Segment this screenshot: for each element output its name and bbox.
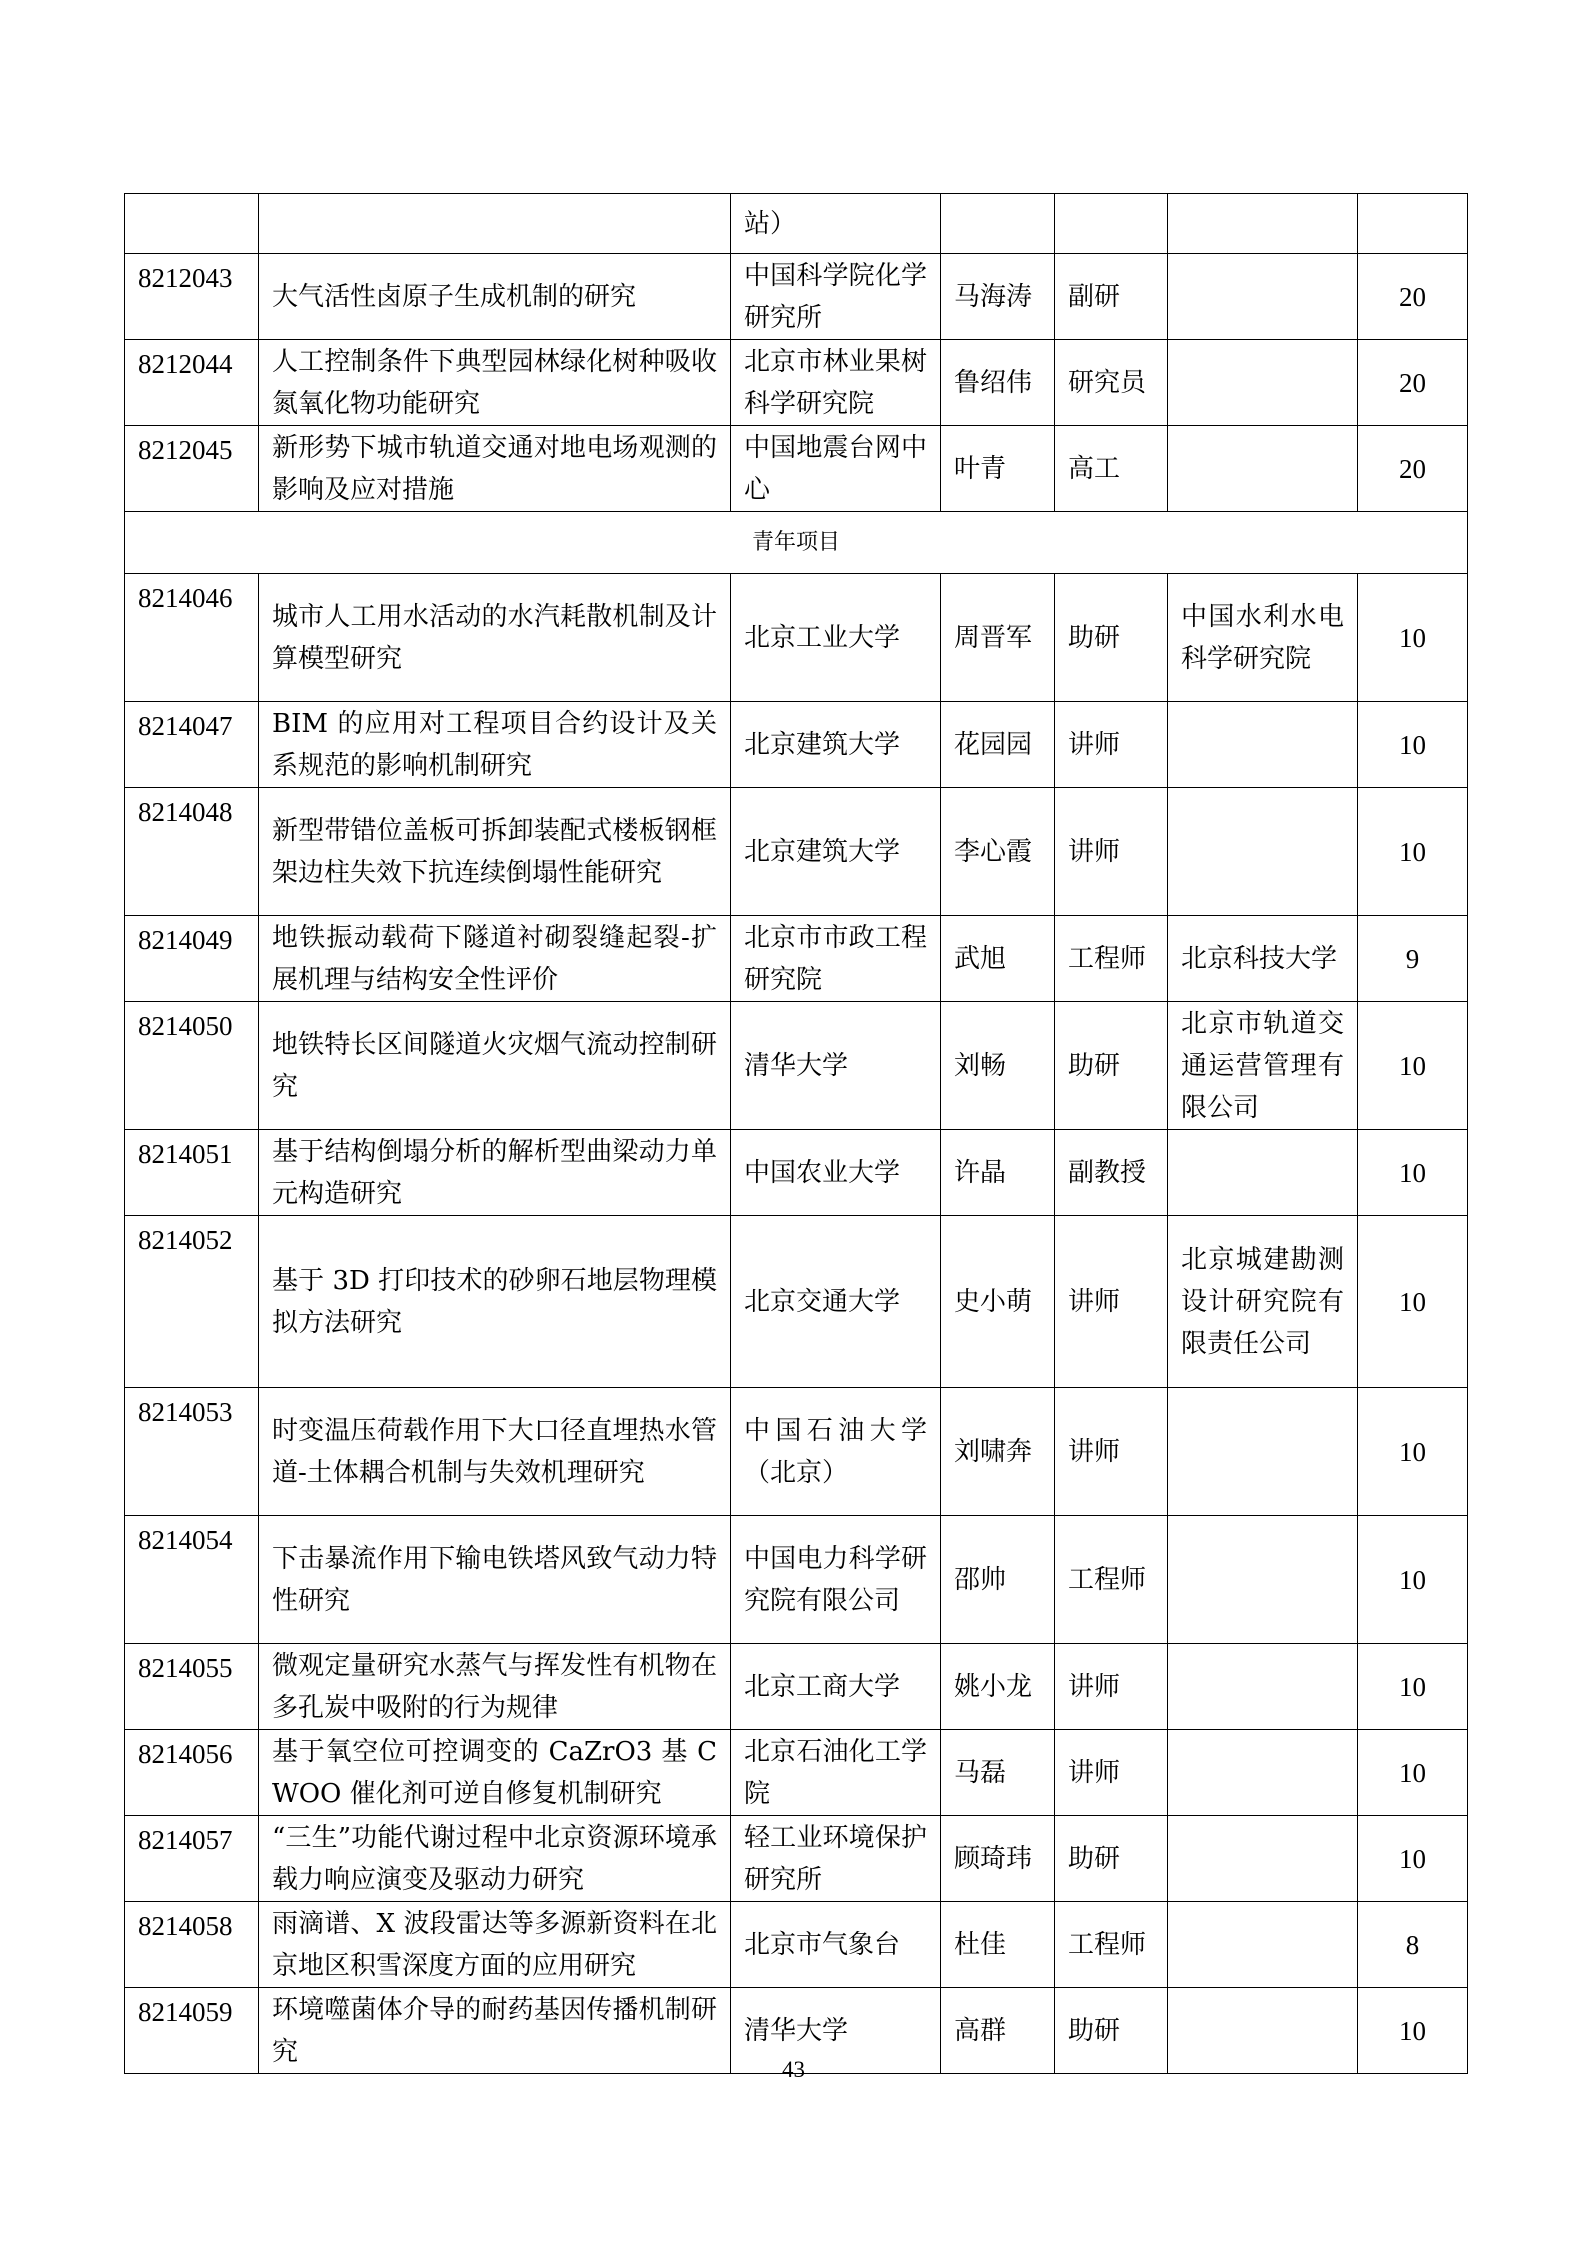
funding-amount: 10 xyxy=(1358,1644,1468,1730)
partner-institution xyxy=(1168,1130,1358,1216)
partner-institution xyxy=(1168,426,1358,512)
project-code: 8212043 xyxy=(125,254,259,340)
funding-amount: 9 xyxy=(1358,916,1468,1002)
leader-position: 讲师 xyxy=(1055,702,1168,788)
project-leader: 顾琦玮 xyxy=(941,1816,1055,1902)
leader-position: 讲师 xyxy=(1055,1644,1168,1730)
table-row xyxy=(125,254,1468,340)
partner-institution xyxy=(1168,1644,1358,1730)
project-code: 8214051 xyxy=(125,1130,259,1216)
project-code: 8214059 xyxy=(125,1988,259,2074)
leader-position: 讲师 xyxy=(1055,788,1168,916)
project-title: 基于结构倒塌分析的解析型曲梁动力单元构造研究 xyxy=(259,1130,731,1216)
funding-amount: 10 xyxy=(1358,1816,1468,1902)
leader-position: 研究员 xyxy=(1055,340,1168,426)
project-code: 8214058 xyxy=(125,1902,259,1988)
funding-amount: 10 xyxy=(1358,1002,1468,1130)
project-code: 8212045 xyxy=(125,426,259,512)
partner-institution xyxy=(1168,1816,1358,1902)
project-title: 时变温压荷载作用下大口径直埋热水管道-土体耦合机制与失效机理研究 xyxy=(259,1388,731,1516)
table-row xyxy=(125,788,1468,916)
project-title: 新形势下城市轨道交通对地电场观测的影响及应对措施 xyxy=(259,426,731,512)
project-leader: 杜佳 xyxy=(941,1902,1055,1988)
funding-amount: 10 xyxy=(1358,788,1468,916)
table-row xyxy=(125,1216,1468,1388)
partner-institution: 北京城建勘测设计研究院有限责任公司 xyxy=(1168,1216,1358,1388)
project-title: “三生”功能代谢过程中北京资源环境承载力响应演变及驱动力研究 xyxy=(259,1816,731,1902)
project-code: 8214055 xyxy=(125,1644,259,1730)
host-institution: 北京建筑大学 xyxy=(731,702,941,788)
project-leader: 鲁绍伟 xyxy=(941,340,1055,426)
table-row xyxy=(125,574,1468,702)
project-title: 新型带错位盖板可拆卸装配式楼板钢框架边柱失效下抗连续倒塌性能研究 xyxy=(259,788,731,916)
project-title: 人工控制条件下典型园林绿化树种吸收氮氧化物功能研究 xyxy=(259,340,731,426)
project-code: 8214057 xyxy=(125,1816,259,1902)
project-leader: 马海涛 xyxy=(941,254,1055,340)
section-row xyxy=(125,512,1468,574)
project-leader: 许晶 xyxy=(941,1130,1055,1216)
project-leader: 史小萌 xyxy=(941,1216,1055,1388)
table-row xyxy=(125,1816,1468,1902)
funding-amount: 10 xyxy=(1358,1216,1468,1388)
leader-position: 工程师 xyxy=(1055,916,1168,1002)
leader-position: 工程师 xyxy=(1055,1902,1168,1988)
project-code: 8214048 xyxy=(125,788,259,916)
leader-position: 讲师 xyxy=(1055,1216,1168,1388)
table-row xyxy=(125,426,1468,512)
partner-institution xyxy=(1168,1902,1358,1988)
project-title: 基于氧空位可控调变的 CaZrO3 基 CWOO 催化剂可逆自修复机制研究 xyxy=(259,1730,731,1816)
project-title: 微观定量研究水蒸气与挥发性有机物在多孔炭中吸附的行为规律 xyxy=(259,1644,731,1730)
funding-amount: 10 xyxy=(1358,1516,1468,1644)
partner-institution xyxy=(1168,1388,1358,1516)
host-institution: 中国地震台网中心 xyxy=(731,426,941,512)
host-institution: 清华大学 xyxy=(731,1002,941,1130)
leader-position: 助研 xyxy=(1055,1988,1168,2074)
project-leader: 刘啸奔 xyxy=(941,1388,1055,1516)
leader-position: 工程师 xyxy=(1055,1516,1168,1644)
project-leader: 刘畅 xyxy=(941,1002,1055,1130)
funding-amount: 10 xyxy=(1358,1730,1468,1816)
project-leader: 周晋军 xyxy=(941,574,1055,702)
host-institution: 北京市市政工程研究院 xyxy=(731,916,941,1002)
project-leader: 邵帅 xyxy=(941,1516,1055,1644)
funding-amount: 10 xyxy=(1358,1988,1468,2074)
partner-institution xyxy=(1168,254,1358,340)
leader-position: 讲师 xyxy=(1055,1730,1168,1816)
host-institution: 中国科学院化学研究所 xyxy=(731,254,941,340)
host-institution: 北京工业大学 xyxy=(731,574,941,702)
project-code: 8214052 xyxy=(125,1216,259,1388)
leader-position: 助研 xyxy=(1055,574,1168,702)
host-institution: 站） xyxy=(731,194,941,254)
table-row xyxy=(125,1516,1468,1644)
project-code: 8214046 xyxy=(125,574,259,702)
partner-institution: 北京市轨道交通运营管理有限公司 xyxy=(1168,1002,1358,1130)
project-code: 8214054 xyxy=(125,1516,259,1644)
funding-amount: 20 xyxy=(1358,340,1468,426)
leader-position: 副研 xyxy=(1055,254,1168,340)
host-institution: 轻工业环境保护研究所 xyxy=(731,1816,941,1902)
leader-position: 助研 xyxy=(1055,1002,1168,1130)
project-title: 环境噬菌体介导的耐药基因传播机制研究 xyxy=(259,1988,731,2074)
table-row xyxy=(125,1388,1468,1516)
section-label: 青年项目 xyxy=(125,512,1468,574)
partner-institution xyxy=(1168,1516,1358,1644)
table-row xyxy=(125,1730,1468,1816)
host-institution: 清华大学 xyxy=(731,1988,941,2074)
funding-amount: 8 xyxy=(1358,1902,1468,1988)
funding-amount: 10 xyxy=(1358,574,1468,702)
partner-institution xyxy=(1168,788,1358,916)
partner-institution xyxy=(1168,194,1358,254)
funding-amount: 10 xyxy=(1358,702,1468,788)
project-code: 8212044 xyxy=(125,340,259,426)
project-title: BIM 的应用对工程项目合约设计及关系规范的影响机制研究 xyxy=(259,702,731,788)
funding-amount: 20 xyxy=(1358,254,1468,340)
leader-position: 高工 xyxy=(1055,426,1168,512)
project-table xyxy=(124,193,1468,2074)
project-leader: 叶青 xyxy=(941,426,1055,512)
host-institution: 中国电力科学研究院有限公司 xyxy=(731,1516,941,1644)
continuation-row xyxy=(125,194,1468,254)
table-row xyxy=(125,1644,1468,1730)
project-leader: 李心霞 xyxy=(941,788,1055,916)
funding-amount: 10 xyxy=(1358,1130,1468,1216)
leader-position xyxy=(1055,194,1168,254)
project-title: 地铁振动载荷下隧道衬砌裂缝起裂-扩展机理与结构安全性评价 xyxy=(259,916,731,1002)
leader-position: 讲师 xyxy=(1055,1388,1168,1516)
host-institution: 北京交通大学 xyxy=(731,1216,941,1388)
table-row xyxy=(125,1130,1468,1216)
partner-institution: 北京科技大学 xyxy=(1168,916,1358,1002)
project-code: 8214053 xyxy=(125,1388,259,1516)
project-title: 大气活性卤原子生成机制的研究 xyxy=(259,254,731,340)
project-leader xyxy=(941,194,1055,254)
host-institution: 北京建筑大学 xyxy=(731,788,941,916)
project-title: 基于 3D 打印技术的砂卵石地层物理模拟方法研究 xyxy=(259,1216,731,1388)
host-institution: 北京市气象台 xyxy=(731,1902,941,1988)
table-row xyxy=(125,916,1468,1002)
host-institution: 北京工商大学 xyxy=(731,1644,941,1730)
project-title xyxy=(259,194,731,254)
funding-amount xyxy=(1358,194,1468,254)
page-number: 43 xyxy=(782,2057,805,2082)
funding-amount: 10 xyxy=(1358,1388,1468,1516)
table-row xyxy=(125,1902,1468,1988)
project-leader: 马磊 xyxy=(941,1730,1055,1816)
project-code xyxy=(125,194,259,254)
project-leader: 姚小龙 xyxy=(941,1644,1055,1730)
table-row xyxy=(125,1002,1468,1130)
table-row xyxy=(125,340,1468,426)
host-institution: 北京市林业果树科学研究院 xyxy=(731,340,941,426)
project-leader: 武旭 xyxy=(941,916,1055,1002)
partner-institution: 中国水利水电科学研究院 xyxy=(1168,574,1358,702)
partner-institution xyxy=(1168,340,1358,426)
project-code: 8214050 xyxy=(125,1002,259,1130)
funding-amount: 20 xyxy=(1358,426,1468,512)
partner-institution xyxy=(1168,1730,1358,1816)
host-institution: 北京石油化工学院 xyxy=(731,1730,941,1816)
host-institution: 中国石油大学（北京） xyxy=(731,1388,941,1516)
project-code: 8214049 xyxy=(125,916,259,1002)
project-leader: 高群 xyxy=(941,1988,1055,2074)
project-code: 8214047 xyxy=(125,702,259,788)
project-title: 城市人工用水活动的水汽耗散机制及计算模型研究 xyxy=(259,574,731,702)
partner-institution xyxy=(1168,702,1358,788)
project-title: 下击暴流作用下输电铁塔风致气动力特性研究 xyxy=(259,1516,731,1644)
table-row xyxy=(125,702,1468,788)
leader-position: 助研 xyxy=(1055,1816,1168,1902)
project-leader: 花园园 xyxy=(941,702,1055,788)
host-institution: 中国农业大学 xyxy=(731,1130,941,1216)
project-title: 雨滴谱、X 波段雷达等多源新资料在北京地区积雪深度方面的应用研究 xyxy=(259,1902,731,1988)
project-title: 地铁特长区间隧道火灾烟气流动控制研究 xyxy=(259,1002,731,1130)
project-code: 8214056 xyxy=(125,1730,259,1816)
leader-position: 副教授 xyxy=(1055,1130,1168,1216)
